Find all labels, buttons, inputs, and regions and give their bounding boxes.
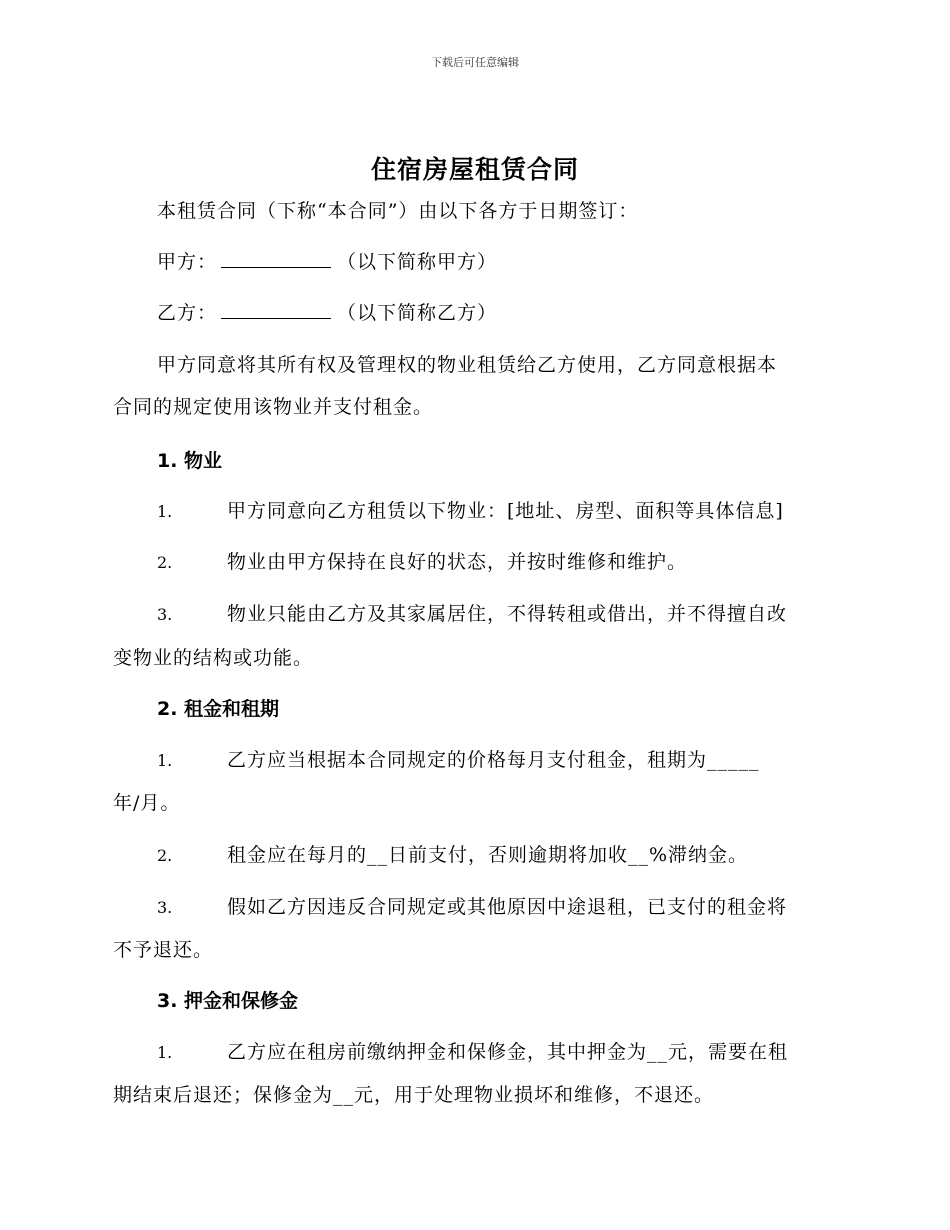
- party-a-suffix: （以下简称甲方）: [337, 251, 498, 273]
- document-title: 住宿房屋租赁合同: [370, 155, 579, 184]
- section-heading-rent-term: 2. 租金和租期: [157, 698, 280, 720]
- rent-item-3-line-2: 不予退还。: [113, 939, 214, 961]
- section-heading-deposit: 3. 押金和保修金: [157, 990, 299, 1012]
- section-heading-property: 1. 物业: [157, 450, 223, 472]
- item-number: 2.: [157, 846, 173, 865]
- party-a-blank: [221, 249, 331, 268]
- deposit-item-1-line-2: 期结束后退还；保修金为__元，用于处理物业损坏和维修，不退还。: [113, 1084, 715, 1106]
- rent-item-1-line-2: 年/月。: [113, 792, 181, 814]
- property-item-3-line-1: 物业只能由乙方及其家属居住，不得转租或借出，并不得擅自改: [227, 603, 788, 625]
- item-number: 3.: [157, 605, 173, 624]
- party-a-label: 甲方：: [157, 251, 218, 273]
- rent-item-1-line-1: 乙方应当根据本合同规定的价格每月支付租金，租期为_____: [227, 749, 760, 771]
- item-number: 2.: [157, 553, 173, 572]
- party-b-blank: [221, 300, 331, 319]
- party-a-line: [157, 249, 497, 275]
- agreement-line-1: 甲方同意将其所有权及管理权的物业租赁给乙方使用，乙方同意根据本: [157, 354, 778, 376]
- deposit-item-1-line-1: 乙方应在租房前缴纳押金和保修金，其中押金为__元，需要在租: [227, 1041, 789, 1063]
- header-note: 下载后可任意编辑: [431, 56, 519, 69]
- party-b-suffix: （以下简称乙方）: [337, 302, 498, 324]
- property-item-1: 甲方同意向乙方租赁以下物业：[地址、房型、面积等具体信息]: [227, 500, 784, 522]
- property-item-3-line-2: 变物业的结构或功能。: [113, 647, 314, 669]
- rent-item-2: 租金应在每月的__日前支付，否则逾期将加收__%滞纳金。: [227, 844, 749, 866]
- property-item-2: 物业由甲方保持在良好的状态，并按时维修和维护。: [227, 551, 688, 573]
- item-number: 1.: [157, 751, 173, 770]
- item-number: 1.: [157, 502, 173, 521]
- rent-item-3-line-1: 假如乙方因违反合同规定或其他原因中途退租，已支付的租金将: [227, 896, 788, 918]
- party-b-label: 乙方：: [157, 302, 218, 324]
- item-number: 1.: [157, 1043, 173, 1062]
- item-number: 3.: [157, 898, 173, 917]
- intro-paragraph: 本租赁合同（下称“本合同”）由以下各方于日期签订：: [157, 200, 639, 222]
- agreement-line-2: 合同的规定使用该物业并支付租金。: [113, 396, 434, 418]
- party-b-line: [157, 300, 497, 326]
